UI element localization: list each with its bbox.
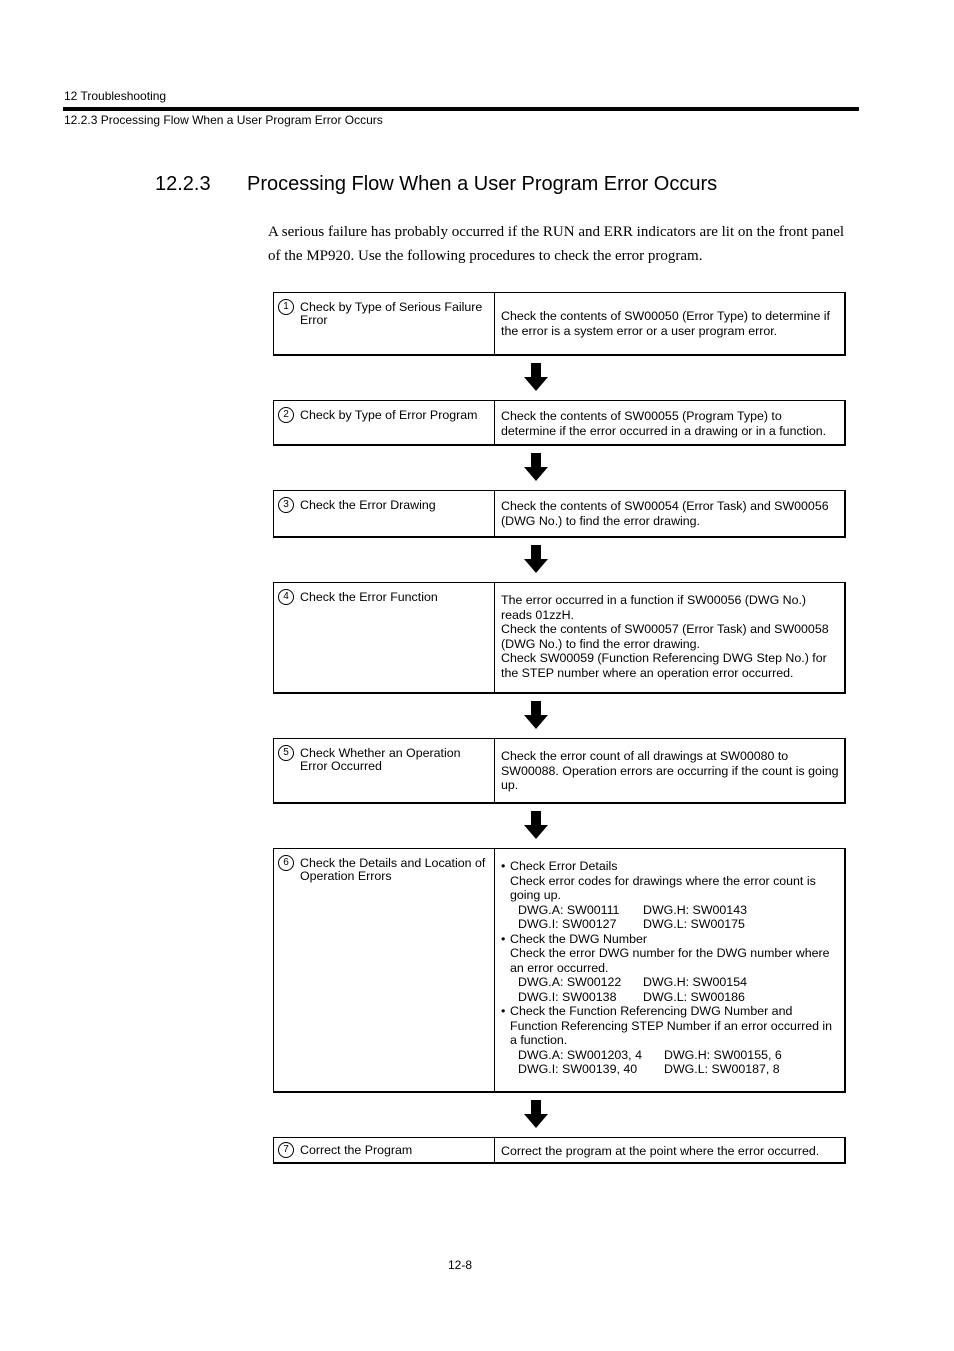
step-1-description: Check the contents of SW00050 (Error Type) to determine if the error is a system error or a user program error. — [501, 309, 830, 338]
step-7-label-cell — [274, 1138, 495, 1162]
down-arrow-icon — [524, 701, 548, 729]
flow-step-4 — [273, 582, 846, 694]
running-header-chapter: 12 Troubleshooting — [64, 89, 167, 103]
bullet-title: Check Error Details — [510, 859, 618, 873]
step-2-description: Check the contents of SW00055 (Program Type) to determine if the error occurred in a drawing or in a function. — [501, 409, 827, 438]
step-1-label-cell — [274, 293, 495, 354]
step-6-number-badge: 6 — [278, 855, 294, 871]
step-3-label: Check the Error Drawing — [300, 498, 436, 512]
step-4-label: Check the Error Function — [300, 590, 438, 604]
register-cell: DWG.A: SW001203, 4 — [518, 1047, 642, 1062]
flow-step-3 — [273, 490, 846, 538]
bullet-title: Check the DWG Number — [510, 931, 648, 946]
header-rule — [63, 107, 859, 111]
intro-paragraph: A serious failure has probably occurred if the RUN and ERR indicators are lit on the front panel of the MP920. Use the following procedures to check the error program. — [268, 224, 845, 264]
step-2-number-badge: 2 — [278, 407, 294, 423]
step-4-description-line: Check SW00059 (Function Referencing DWG Step No.) for the STEP number where an operation error occurred. — [501, 651, 827, 680]
step-6-label-cell — [274, 849, 495, 1091]
step-5-label: Check Whether an Operation Error Occurred — [300, 746, 461, 773]
step-6-description — [495, 849, 844, 1091]
step-3-number-badge: 3 — [278, 497, 294, 513]
register-row — [518, 903, 840, 918]
step-5-description: Check the error count of all drawings at SW00080 to SW00088. Operation errors are occurring if the count is going up. — [501, 749, 839, 792]
down-arrow-icon — [524, 1100, 548, 1128]
register-cell: DWG.H: SW00154 — [643, 975, 747, 989]
register-cell: DWG.L: SW00175 — [643, 917, 745, 931]
step-4-number-badge: 4 — [278, 589, 294, 605]
section-heading — [155, 173, 717, 196]
bullet-title: Check the Function Referencing DWG Number and — [510, 1004, 793, 1018]
register-cell: DWG.L: SW00187, 8 — [664, 1062, 780, 1076]
page-number: 12-8 — [448, 1258, 473, 1272]
step-4-description — [495, 583, 844, 692]
down-arrow-icon — [524, 363, 548, 391]
register-cell: DWG.A: SW00122 — [518, 975, 622, 989]
step-2-label-cell — [274, 401, 495, 444]
bullet-text: Check the error DWG number for the DWG number where an error occurred. — [510, 946, 830, 975]
step-1-number-badge: 1 — [278, 299, 294, 315]
step-2-label: Check by Type of Error Program — [300, 408, 478, 422]
register-row — [518, 990, 840, 1005]
running-header-subsection: 12.2.3 Processing Flow When a User Program Error Occurs — [64, 113, 383, 127]
register-cell: DWG.I: SW00138 — [518, 989, 617, 1004]
register-row — [518, 975, 840, 990]
section-title-text: Processing Flow When a User Program Error Occurs — [247, 173, 718, 195]
bullet-check-dwg-number — [501, 932, 840, 1005]
down-arrow-icon — [524, 453, 548, 481]
flow-step-1 — [273, 292, 846, 356]
step-7-description: Correct the program at the point where the error occurred. — [501, 1144, 820, 1158]
register-cell: DWG.A: SW00111 — [518, 902, 620, 917]
register-row — [518, 1062, 840, 1077]
flow-step-2 — [273, 400, 846, 446]
step-3-label-cell — [274, 491, 495, 536]
step-7-number-badge: 7 — [278, 1142, 294, 1158]
step-7-label: Correct the Program — [300, 1143, 413, 1157]
register-cell: DWG.H: SW00155, 6 — [664, 1047, 782, 1062]
bullet-dot-icon: • — [501, 931, 506, 946]
step-4-description-line: Check the contents of SW00057 (Error Task) and SW00058 (DWG No.) to find the error drawing. — [501, 622, 829, 651]
step-3-description: Check the contents of SW00054 (Error Task) and SW00056 (DWG No.) to find the error drawing. — [501, 499, 829, 528]
step-5-number-badge: 5 — [278, 745, 294, 761]
bullet-dot-icon: • — [501, 859, 506, 873]
down-arrow-icon — [524, 545, 548, 573]
down-arrow-icon — [524, 811, 548, 839]
step-1-label: Check by Type of Serious Failure Error — [300, 300, 483, 327]
register-row — [518, 917, 840, 932]
step-6-label: Check the Details and Location of Operation Errors — [300, 856, 486, 883]
register-row — [518, 1048, 840, 1063]
register-cell: DWG.I: SW00127 — [518, 917, 617, 931]
register-cell: DWG.H: SW00143 — [643, 902, 747, 917]
bullet-text: Function Referencing STEP Number if an error occurred in a function. — [510, 1018, 833, 1047]
flow-step-6 — [273, 848, 846, 1093]
bullet-text: Check error codes for drawings where the error count is going up. — [510, 873, 816, 902]
step-5-label-cell — [274, 739, 495, 802]
bullet-check-error-details — [501, 859, 840, 932]
bullet-check-function-referencing — [501, 1004, 840, 1077]
register-cell: DWG.L: SW00186 — [643, 989, 745, 1004]
flow-step-7 — [273, 1137, 846, 1164]
step-4-description-line: The error occurred in a function if SW00056 (DWG No.) reads 01zzH. — [501, 593, 807, 622]
step-4-label-cell — [274, 583, 495, 692]
section-number: 12.2.3 — [155, 173, 211, 195]
bullet-dot-icon: • — [501, 1004, 506, 1018]
register-cell: DWG.I: SW00139, 40 — [518, 1062, 638, 1076]
flow-step-5 — [273, 738, 846, 804]
